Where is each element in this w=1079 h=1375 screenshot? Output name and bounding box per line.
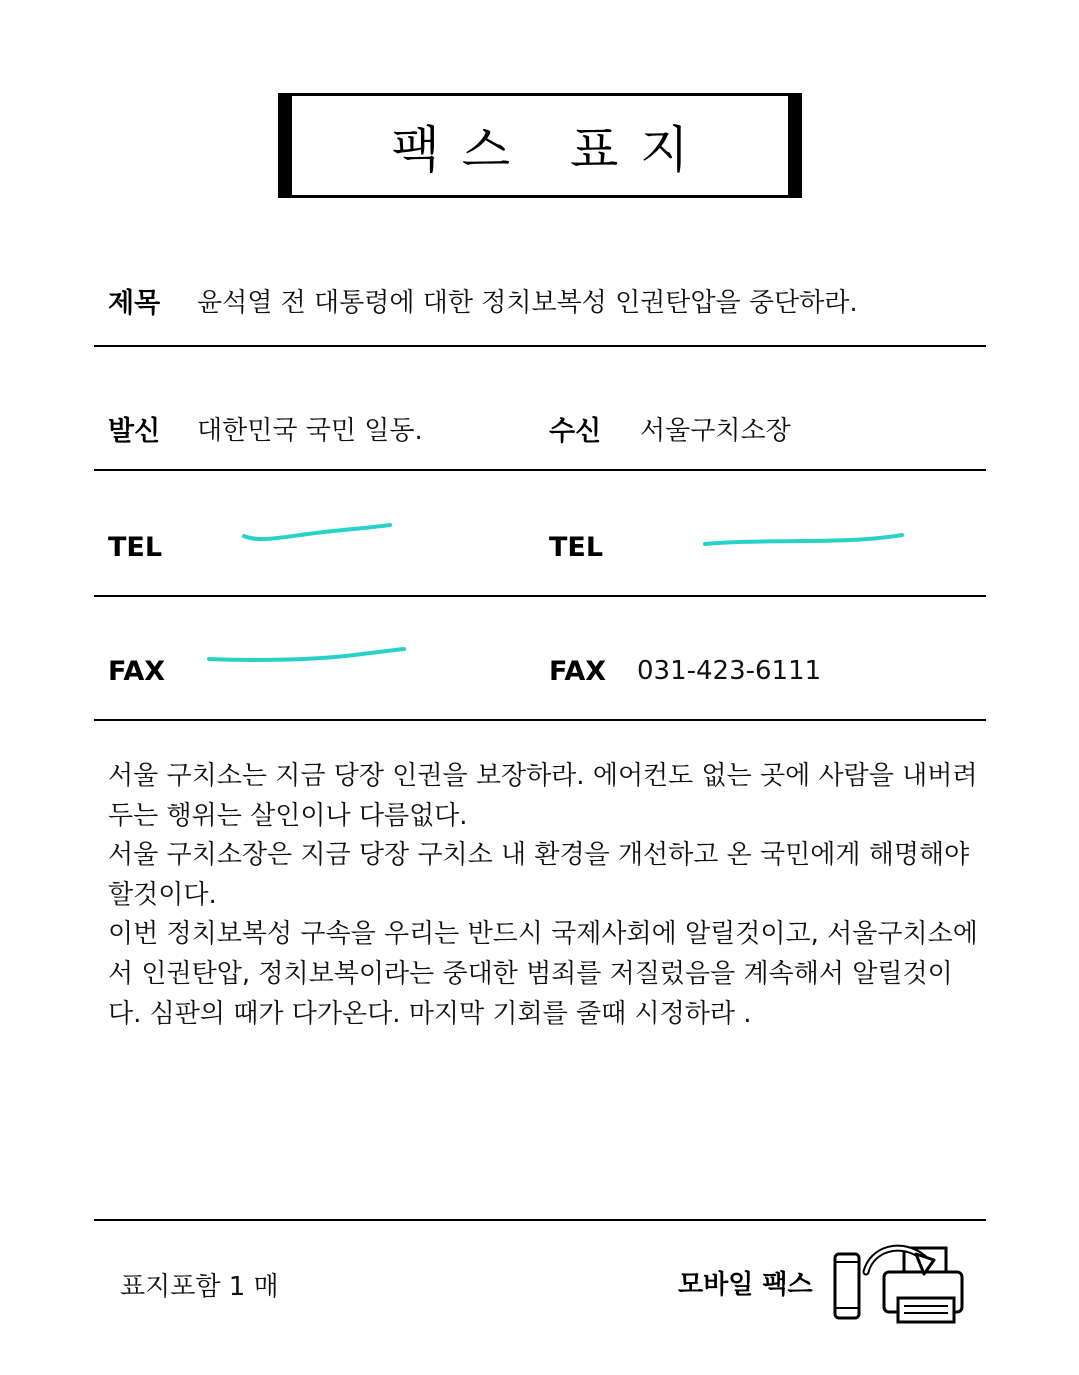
recipient-fax-value: 031-423-6111 [637,656,822,686]
sender-tel-label: TEL [108,532,163,563]
sender-label: 발신 [108,416,161,447]
subject-value: 윤석열 전 대통령에 대한 정치보복성 인권탄압을 중단하라. [197,288,858,318]
sender-fax-label: FAX [108,656,166,687]
sender-value: 대한민국 국민 일동. [197,416,423,446]
recipient-fax-label: FAX [549,656,607,687]
divider [94,595,986,597]
title-box [278,93,802,198]
message-paragraph: 이번 정치보복성 구속을 우리는 반드시 국제사회에 알릴것이고, 서울구치소에서 인권탄압, 정치보복이라는 중대한 범죄를 저질렀음을 계속해서 알릴것이다. 심판의 때가 다가온다. 마지막 기회를 줄때 시정하라 . [108,919,978,1029]
message-paragraph: 서울 구치소장은 지금 당장 구치소 내 환경을 개선하고 온 국민에게 해명해야할것이다. [108,840,970,910]
recipient-tel-label: TEL [549,532,604,563]
divider [94,469,986,471]
divider [94,1219,986,1221]
mobile-fax-icon [832,1240,968,1326]
divider [94,719,986,721]
sender-fax-redaction [204,642,410,666]
sender-tel-redaction [238,518,398,548]
divider [94,345,986,347]
recipient-label: 수신 [549,416,602,447]
page-title: 팩스 표지 [391,120,711,179]
recipient-value: 서울구치소장 [640,416,791,446]
recipient-tel-redaction [700,528,910,550]
message-paragraph: 서울 구치소는 지금 당장 인권을 보장하라. 에어컨도 없는 곳에 사람을 내버려두는 행위는 살인이나 다름없다. [108,761,978,831]
brand-name: 모바일 팩스 [678,1270,813,1300]
subject-label: 제목 [108,288,161,319]
message-body [108,757,978,1034]
page-count: 표지포함 1 매 [120,1272,279,1302]
